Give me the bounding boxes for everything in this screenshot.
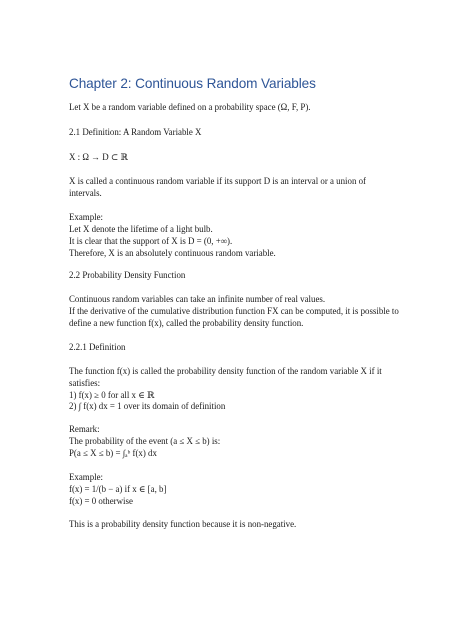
chapter-title: Chapter 2: Continuous Random Variables (69, 76, 316, 91)
subdefinition-text-line-2: satisfies: (69, 378, 101, 388)
intro-text: Let X be a random variable defined on a probability space (Ω, F, P). (69, 102, 311, 112)
example-heading: Example: (69, 212, 104, 222)
mapping-formula: X : Ω → D ⊂ ℝ (69, 152, 128, 162)
condition-1: 1) f(x) ≥ 0 for all x ∈ ℝ (69, 390, 155, 400)
example2-line-1: f(x) = 1/(b − a) if x ∈ [a, b] (69, 484, 167, 494)
example-line-2: It is clear that the support of X is D = (0, +∞). (69, 236, 233, 246)
remark-text: The probability of the event (a ≤ X ≤ b) is: (69, 436, 221, 446)
condition-2: 2) ∫ f(x) dx = 1 over its domain of definition (69, 401, 226, 411)
subdefinition-text-line-1: The function f(x) is called the probability density function of the random variable X if it (69, 366, 382, 376)
definition-heading: 2.1 Definition: A Random Variable X (69, 127, 202, 137)
pdf-text-line-1: Continuous random variables can take an infinite number of real values. (69, 294, 326, 304)
remark-heading: Remark: (69, 424, 100, 434)
example2-heading: Example: (69, 472, 104, 482)
example2-line-2: f(x) = 0 otherwise (69, 496, 133, 506)
example-line-3: Therefore, X is an absolutely continuous random variable. (69, 248, 276, 258)
definition-text-line-2: intervals. (69, 188, 102, 198)
example-line-1: Let X denote the lifetime of a light bulb. (69, 224, 213, 234)
closing-text: This is a probability density function because it is non-negative. (69, 519, 297, 529)
subdefinition-heading: 2.2.1 Definition (69, 342, 126, 352)
remark-formula: P(a ≤ X ≤ b) = ∫ₐᵇ f(x) dx (69, 448, 157, 458)
definition-text-line-1: X is called a continuous random variable if its support D is an interval or a union of (69, 176, 366, 186)
pdf-heading: 2.2 Probability Density Function (69, 270, 186, 280)
pdf-text-line-3: define a new function f(x), called the probability density function. (69, 318, 304, 328)
pdf-text-line-2: If the derivative of the cumulative distribution function FX can be computed, it is possible to (69, 306, 399, 316)
